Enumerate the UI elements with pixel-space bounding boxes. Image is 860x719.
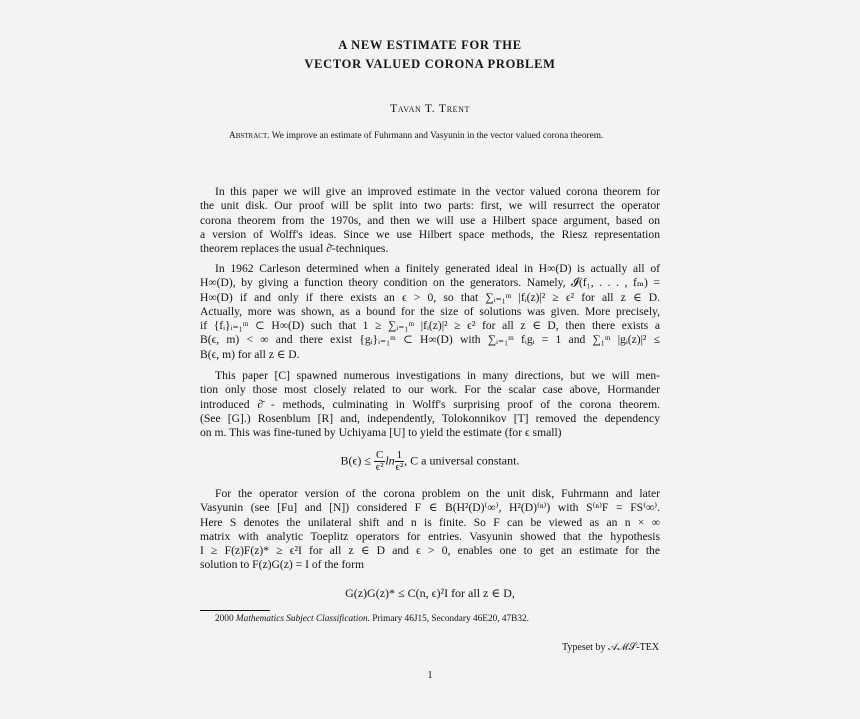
text-line: on m. This was fine-tuned by Uchiyama [U] to yield the estimate (for ϵ small) (200, 426, 562, 440)
numerator: C (375, 449, 384, 461)
eq-ln: ln (385, 453, 395, 468)
equation-vasyunin-form: G(z)G(z)* ≤ C(n, ϵ)²I for all z ∈ D, (345, 586, 515, 600)
paragraph-2 (200, 262, 660, 362)
text-line: I ≥ F(z)F(z)* ≥ ϵ²I for all z ∈ D and ϵ > 0, enables one to get an estimate for the (200, 544, 660, 558)
text-line: a version of Wolff's ideas. Since we use Hilbert space methods, the Riesz representation (200, 227, 660, 241)
text-line: tion only those most closely related to our work. For the scalar case above, Hormander (200, 383, 660, 397)
footnote-rule (200, 610, 270, 611)
denominator: ϵ² (395, 461, 404, 473)
abstract (229, 130, 633, 143)
text-line: theorem replaces the usual ∂̄-techniques. (200, 242, 389, 256)
text-line: Here S denotes the unilateral shift and n is finite. So F can be viewed as an n × ∞ (200, 515, 660, 529)
text-line: H∞(D) if and only if there exists an ϵ > 0, so that ∑ᵢ₌₁ᵐ |fᵢ(z)|² ≥ ϵ² for all z ∈ D. (200, 290, 660, 304)
paragraph-1 (200, 185, 660, 256)
fraction-c-over-eps2 (374, 450, 385, 473)
numerator: 1 (396, 449, 403, 461)
footnote (215, 614, 529, 624)
eq-rhs: , C a universal constant. (404, 453, 520, 468)
text-line: (See [G].) Rosenblum [R] and, independently, Tolokonnikov [T] removed the dependency (200, 411, 660, 425)
fraction-1-over-eps2 (395, 450, 405, 473)
paragraph-3 (200, 369, 660, 440)
text-line: In 1962 Carleson determined when a finitely generated ideal in H∞(D) is actually all of (215, 262, 660, 275)
text-line: if {fᵢ}ᵢ₌₁ᵐ ⊂ H∞(D) such that 1 ≥ ∑ᵢ₌₁ᵐ |fᵢ(z)|² ≥ ϵ² for all z ∈ D, then there exists a (200, 319, 660, 333)
eq-lhs: B(ϵ) ≤ (340, 453, 371, 468)
text-line: introduced ∂̄ - methods, culminating in Wolff's surprising proof of the corona theorem. (200, 397, 660, 411)
text-line: Actually, more was shown, as a bound for the size of solutions was given. More precisely, (200, 304, 660, 318)
denominator: ϵ² (375, 461, 384, 473)
author: Tavan T. Trent (390, 101, 470, 115)
text-line: Vasyunin (see [Fu] and [N]) considered F ∈ B(H²(D)⁽∞⁾, H²(D)⁽ⁿ⁾) with S⁽ⁿ⁾F = FS⁽∞⁾. (200, 501, 660, 515)
abstract-text: We improve an estimate of Fuhrmann and Vasyunin in the vector valued corona theorem. (271, 131, 604, 141)
abstract-label: Abstract. (229, 131, 270, 141)
text-line: corona theorem from the 1970s, and then we will use a Hilbert space argument, based on (200, 213, 660, 227)
equation-uchiyama-estimate (0, 450, 860, 473)
text-line: For the operator version of the corona problem on the unit disk, Fuhrmann and later (215, 487, 660, 500)
text-line: the unit disk. Our proof will be split into two parts: first, we will resurrect the operator (200, 199, 660, 213)
text-line: B(ϵ, m) for all z ∈ D. (200, 347, 300, 361)
text-line: B(ϵ, m) < ∞ and there exist {gᵢ}ᵢ₌₁ᵐ ⊂ H∞(D) with ∑ᵢ₌₁ᵐ fᵢgᵢ = 1 and ∑₁ᵐ |gᵢ(z)|² ≤ (200, 333, 660, 347)
paragraph-4 (200, 487, 660, 573)
text-line: In this paper we will give an improved estimate in the vector valued corona theorem for (215, 185, 660, 198)
text-line: matrix with analytic Toeplitz operators for entries. Vasyunin showed that the hypothesis (200, 529, 660, 543)
title-line-2: VECTOR VALUED CORONA PROBLEM (304, 57, 556, 71)
text-line: This paper [C] spawned numerous investigations in many directions, but we will men- (215, 369, 660, 382)
title-line-1: A NEW ESTIMATE FOR THE (338, 38, 522, 52)
footnote-msc-label: Mathematics Subject Classification. (235, 614, 370, 624)
page-number: 1 (427, 670, 433, 681)
footnote-codes: Primary 46J15, Secondary 46E20, 47B32. (372, 614, 530, 624)
footnote-year: 2000 (215, 614, 234, 624)
text-line: H∞(D), by giving a function theory condition on the generators. Namely, 𝓘(f₁, . . . , fₘ) = (200, 276, 660, 290)
typeset-note: Typeset by 𝒜ℳ𝒮-TEX (562, 642, 660, 653)
text-line: solution to F(z)G(z) = I of the form (200, 558, 364, 572)
